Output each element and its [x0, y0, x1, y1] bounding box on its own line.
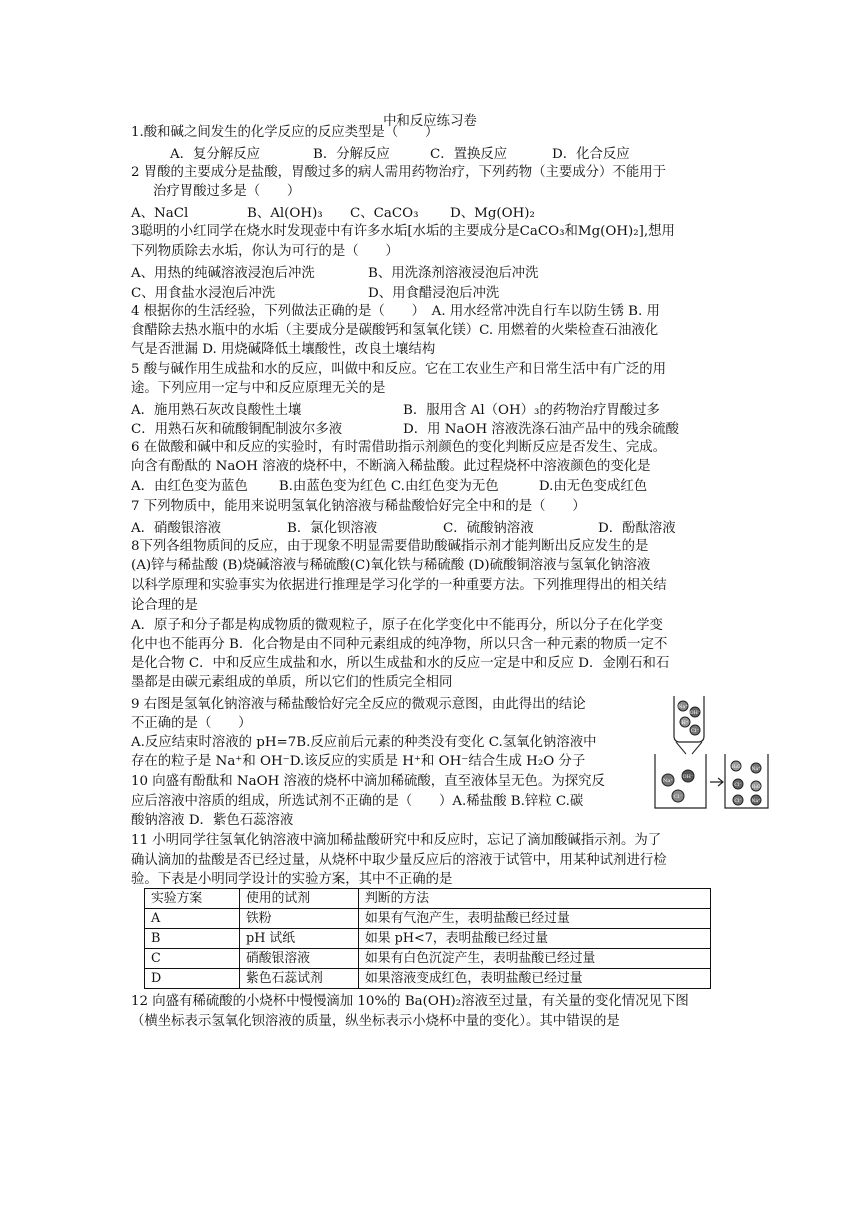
table-cell: 紫色石蕊试剂	[240, 969, 359, 989]
q8-line-4: 论合理的是	[131, 598, 198, 613]
q1-option-a: A．复分解反应	[170, 147, 261, 162]
table-cell: 如果有气泡产生，表明盐酸已经过量	[359, 909, 711, 929]
q3-line-1: 3聪明的小红同学在烧水时发现壶中有许多水垢[水垢的主要成分是CaCO₃和Mg(OH)₂],想用	[131, 224, 675, 239]
table-cell: 铁粉	[240, 909, 359, 929]
q9-line-3: A.反应结束时溶液的 pH=7B.反应前后元素的种类没有变化 C.氢氧化钠溶液中	[131, 735, 597, 750]
table-header-cell: 使用的试剂	[240, 889, 359, 909]
q8-line-5: A．原子和分子都是构成物质的微观粒子，原子在化学变化中不能再分，所以分子在化学变	[131, 618, 663, 633]
q9-line-2: 不正确的是（ ）	[131, 716, 252, 731]
ion-label: H₂O	[751, 785, 761, 790]
q6-line-1: 6 在做酸和碱中和反应的实验时，有时需借助指示剂颜色的变化判断反应是否发生、完成。	[131, 440, 667, 455]
q9-line-1: 9 右图是氢氧化钠溶液与稀盐酸恰好完全反应的微观示意图，由此得出的结论	[131, 697, 586, 712]
ion-label: Cl⁻	[734, 783, 742, 788]
q2-option-b: B、Al(OH)₃	[247, 206, 323, 221]
ion-label: Na⁺	[751, 799, 761, 804]
q12-line-1: 12 向盛有稀硫酸的小烧杯中慢慢滴加 10%的 Ba(OH)₂溶液至过量，有关量的变化情况见下图	[131, 994, 689, 1009]
q3-option-d: D、用食醋浸泡后冲洗	[368, 286, 500, 301]
q11-line-3: 验。下表是小明同学设计的实验方案，其中不正确的是	[131, 872, 453, 887]
table-header-cell: 实验方案	[145, 889, 240, 909]
q3-option-b: B、用洗涤剂溶液浸泡后冲洗	[368, 266, 539, 281]
q5-option-a: A．施用熟石灰改良酸性土壤	[131, 403, 302, 418]
q1-option-c: C．置换反应	[430, 147, 508, 162]
ion-label: Cl⁻	[734, 799, 742, 804]
q8-line-3: 以科学原理和实验事实为依据进行推理是学习化学的一种重要方法。下列推理得出的相关结	[131, 578, 667, 593]
table-cell: 硝酸银溶液	[240, 949, 359, 969]
ion-label: H₂O	[731, 765, 741, 770]
q8-line-8: 墨都是由碳元素组成的单质，所以它们的性质完全相同	[131, 675, 453, 690]
table-cell: 如果溶液变成红色，表明盐酸已经过量	[359, 969, 711, 989]
ion-label: Na⁺	[678, 704, 688, 710]
q5-option-c: C．用熟石灰和硫酸铜配制波尔多液	[131, 422, 343, 437]
q7-option-a: A．硝酸银溶液	[131, 521, 222, 536]
reaction-diagram	[652, 692, 770, 814]
experiment-plan-table	[144, 888, 711, 989]
ion-label: Cl⁻	[673, 794, 683, 800]
ion-label: OH⁻	[689, 710, 701, 716]
table-cell: 如果有白色沉淀产生，表明盐酸已经过量	[359, 949, 711, 969]
table-row	[145, 969, 711, 989]
q3-line-2: 下列物质除去水垢，你认为可行的是（ ）	[131, 244, 399, 259]
q5-option-b: B．服用含 Al（OH）₃的药物治疗胃酸过多	[403, 403, 660, 418]
q11-line-1: 11 小明同学往氢氧化钠溶液中滴加稀盐酸研究中和反应时，忘记了滴加酸碱指示剂。为了	[131, 833, 662, 848]
q2-option-d: D、Mg(OH)₂	[450, 206, 535, 221]
q8-line-2: (A)锌与稀盐酸 (B)烧碱溶液与稀硫酸(C)氧化铁与稀硫酸 (D)硫酸铜溶液与氢氧化钠溶液	[131, 558, 651, 573]
q10-line-1: 10 向盛有酚酞和 NaOH 溶液的烧杯中滴加稀硫酸，直至液体呈无色。为探究反	[131, 774, 605, 789]
table-cell: pH 试纸	[240, 929, 359, 949]
q7-option-d: D．酚酞溶液	[598, 521, 676, 536]
q2-option-a: A、NaCl	[131, 206, 189, 221]
q4-line-2: 食醋除去热水瓶中的水垢（主要成分是碳酸钙和氢氧化镁）C. 用燃着的火柴检查石油液化	[131, 323, 659, 338]
q3-option-c: C、用食盐水浸泡后冲洗	[131, 286, 276, 301]
q2-line-1: 2 胃酸的主要成分是盐酸，胃酸过多的病人需用药物治疗，下列药物（主要成分）不能用于	[131, 165, 667, 180]
ion-label: Na⁺	[663, 778, 673, 784]
ion-label: OH⁻	[682, 774, 694, 780]
q9-line-4: 存在的粒子是 Na⁺和 OH⁻D.该反应的实质是 H⁺和 OH⁻结合生成 H₂O 分子	[131, 754, 586, 769]
table-cell: A	[145, 909, 240, 929]
q8-line-6: 化中也不能再分 B．化合物是由不同种元素组成的纯净物，所以只含一种元素的物质一定不	[131, 637, 668, 652]
q6-options: A．由红色变为蓝色 B.由蓝色变为红色 C.由红色变为无色 D.由无色变成红色	[131, 479, 648, 494]
q11-line-2: 确认滴加的盐酸是否已经过量，从烧杯中取少量反应后的溶液于试管中，用某种试剂进行检	[131, 853, 667, 868]
table-cell: D	[145, 969, 240, 989]
table-cell: 如果 pH<7，表明盐酸已经过量	[359, 929, 711, 949]
q6-line-2: 向含有酚酞的 NaOH 溶液的烧杯中，不断滴入稀盐酸。此过程烧杯中溶液颜色的变化是	[131, 459, 651, 474]
q5-line-1: 5 酸与碱作用生成盐和水的反应，叫做中和反应。它在工农业生产和日常生活中有广泛的用	[131, 362, 667, 377]
q12-line-2: （横坐标表示氢氧化钡溶液的质量，纵坐标表示小烧杯中量的变化）。其中错误的是	[131, 1014, 620, 1029]
q7-option-c: C．硫酸钠溶液	[443, 521, 534, 536]
q4-line-1: 4 根据你的生活经验，下列做法正确的是（ ） A. 用水经常冲洗自行车以防生锈 B. 用	[131, 304, 660, 319]
q10-line-3: 酸钠溶液 D．紫色石蕊溶液	[131, 813, 294, 828]
q5-option-d: D．用 NaOH 溶液洗涤石油产品中的残余硫酸	[403, 422, 679, 437]
q2-line-2: 治疗胃酸过多是（ ）	[153, 184, 301, 199]
table-cell: C	[145, 949, 240, 969]
q7-option-b: B．氯化钡溶液	[287, 521, 378, 536]
q1-stem: 1.酸和碱之间发生的化学反应的反应类型是（ ）	[131, 125, 439, 140]
q10-line-2: 应后溶液中溶质的组成，所选试剂不正确的是（ ）A.稀盐酸 B.锌粒 C.碳	[131, 794, 584, 809]
q2-option-c: C、CaCO₃	[350, 206, 419, 221]
q1-option-b: B．分解反应	[313, 147, 390, 162]
table-header-row	[145, 889, 711, 909]
page-title: 中和反应练习卷	[383, 114, 477, 129]
q8-line-7: 是化合物 C．中和反应生成盐和水，所以生成盐和水的反应一定是中和反应 D．金刚石和石	[131, 656, 670, 671]
q8-line-1: 8下列各组物质间的反应，由于现象不明显需要借助酸碱指示剂才能判断出反应发生的是	[131, 539, 649, 554]
q5-line-2: 途。下列应用一定与中和反应原理无关的是	[131, 381, 386, 396]
table-row	[145, 949, 711, 969]
table-cell: B	[145, 929, 240, 949]
ion-label: H⁺	[681, 720, 689, 726]
q4-line-3: 气是否泄漏 D. 用烧碱降低土壤酸性，改良土壤结构	[131, 342, 436, 357]
ion-label: Na⁺	[751, 767, 761, 772]
q3-option-a: A、用热的纯碱溶液浸泡后冲洗	[131, 266, 315, 281]
table-header-cell: 判断的方法	[359, 889, 711, 909]
ion-label: Cl⁻	[690, 728, 700, 734]
table-row	[145, 929, 711, 949]
table-row	[145, 909, 711, 929]
q7-stem: 7 下列物质中，能用来说明氢氧化钠溶液与稀盐酸恰好完全中和的是（ ）	[131, 499, 586, 514]
q1-option-d: D．化合反应	[552, 147, 630, 162]
